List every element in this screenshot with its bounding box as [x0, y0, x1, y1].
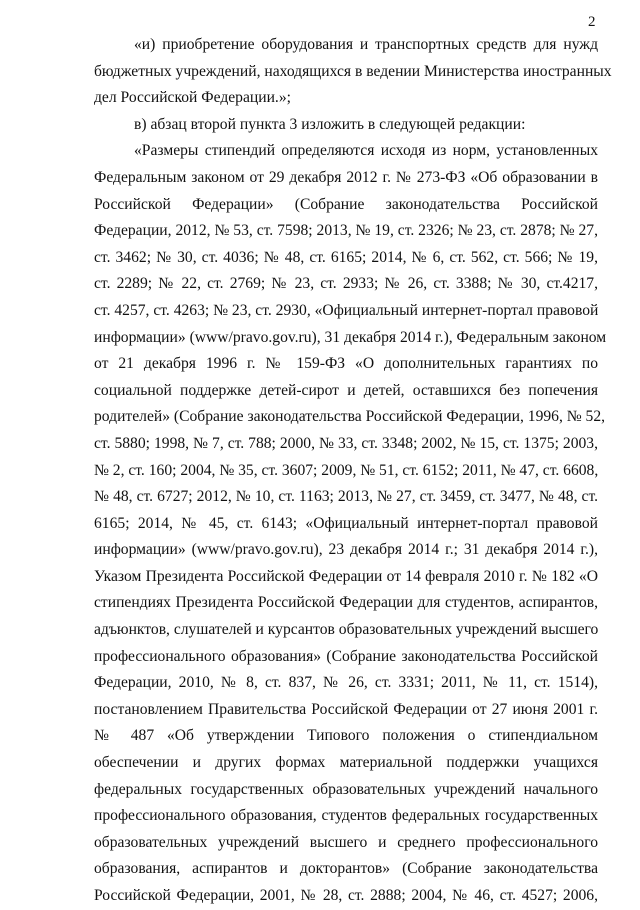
text-line: профессионального образования» (Собрание законодательства Российской	[94, 647, 598, 665]
text-line: бюджетных учреждений, находящихся в ведении Министерства иностранных	[94, 62, 612, 80]
text-line: «и) приобретение оборудования и транспортных средств для нужд	[134, 36, 598, 53]
text-line: обеспечении и других формах материальной поддержки учащихся	[94, 754, 598, 772]
text-line: «Размеры стипендий определяются исходя из норм, установленных	[134, 142, 598, 160]
text-line: образовательных учреждений высшего и среднего профессионального	[94, 833, 598, 851]
text-line: ст. 5880; 1998, № 7, ст. 788; 2000, № 33, ст. 3348; 2002, № 15, ст. 1375; 2003,	[94, 434, 598, 452]
text-line: ст. 3462; № 30, ст. 4036; № 48, ст. 6165; 2014, № 6, ст. 562, ст. 566; № 19,	[94, 248, 598, 266]
text-line: ст. 2289; № 22, ст. 2769; № 23, ст. 2933; № 26, ст. 3388; № 30, ст.4217,	[94, 275, 598, 293]
text-line: информации» (www/pravo.gov.ru), 31 декабря 2014 г.), Федеральным законом	[94, 328, 607, 346]
text-line: Федерации, 2012, № 53, ст. 7598; 2013, № 19, ст. 2326; № 23, ст. 2878; № 27,	[94, 222, 598, 240]
text-line: № 487 «Об утверждении Типового положения о стипендиальном	[94, 727, 598, 745]
text-line: 6165; 2014, № 45, ст. 6143; «Официальный интернет-портал правовой	[94, 514, 598, 532]
text-line: ст. 4257, ст. 4263; № 23, ст. 2930, «Официальный интернет-портал правовой	[94, 301, 599, 319]
text-line: адъюнктов, слушателей и курсантов образовательных учреждений высшего	[94, 621, 599, 639]
text-line: стипендиях Президента Российской Федерации для студентов, аспирантов,	[94, 594, 598, 612]
text-line: № 48, ст. 6727; 2012, № 10, ст. 1163; 2013, № 27, ст. 3459, ст. 3477, № 48, ст.	[94, 488, 598, 506]
text-line: Федерации, 2010, № 8, ст. 837, № 26, ст. 3331; 2011, № 11, ст. 1514),	[94, 674, 598, 692]
text-line: Российской Федерации, 2001, № 28, ст. 2888; 2004, № 46, ст. 4527; 2006,	[94, 887, 598, 904]
text-line: родителей» (Собрание законодательства Российской Федерации, 1996, № 52,	[94, 408, 606, 426]
text-line: дел Российской Федерации.»;	[94, 89, 291, 107]
text-line: Указом Президента Российской Федерации от 14 февраля 2010 г. № 182 «О	[94, 567, 598, 585]
text-line: федеральных государственных образовательных учреждений начального	[94, 780, 598, 798]
text-line: Российской Федерации» (Собрание законодательства Российской	[94, 195, 598, 213]
text-line: от 21 декабря 1996 г. № 159-ФЗ «О дополнительных гарантиях по	[94, 355, 598, 373]
text-line: № 2, ст. 160; 2004, № 35, ст. 3607; 2009, № 51, ст. 6152; 2011, № 47, ст. 6608,	[94, 461, 599, 479]
text-line: в) абзац второй пункта 3 изложить в следующей редакции:	[134, 115, 526, 133]
text-line: Федеральным законом от 29 декабря 2012 г. № 273-ФЗ «Об образовании в	[94, 168, 598, 186]
text-line: информации» (www/pravo.gov.ru), 23 декабря 2014 г.; 31 декабря 2014 г.),	[94, 541, 598, 559]
text-line: профессионального образования, студентов федеральных государственных	[94, 807, 598, 825]
text-line: социальной поддержке детей-сирот и детей, оставшихся без попечения	[94, 381, 598, 399]
document-body	[94, 32, 612, 910]
page-number: 2	[588, 14, 596, 30]
text-line: постановлением Правительства Российской Федерации от 27 июня 2001 г.	[94, 700, 598, 718]
text-line: образования, аспирантов и докторантов» (Собрание законодательства	[94, 860, 598, 878]
